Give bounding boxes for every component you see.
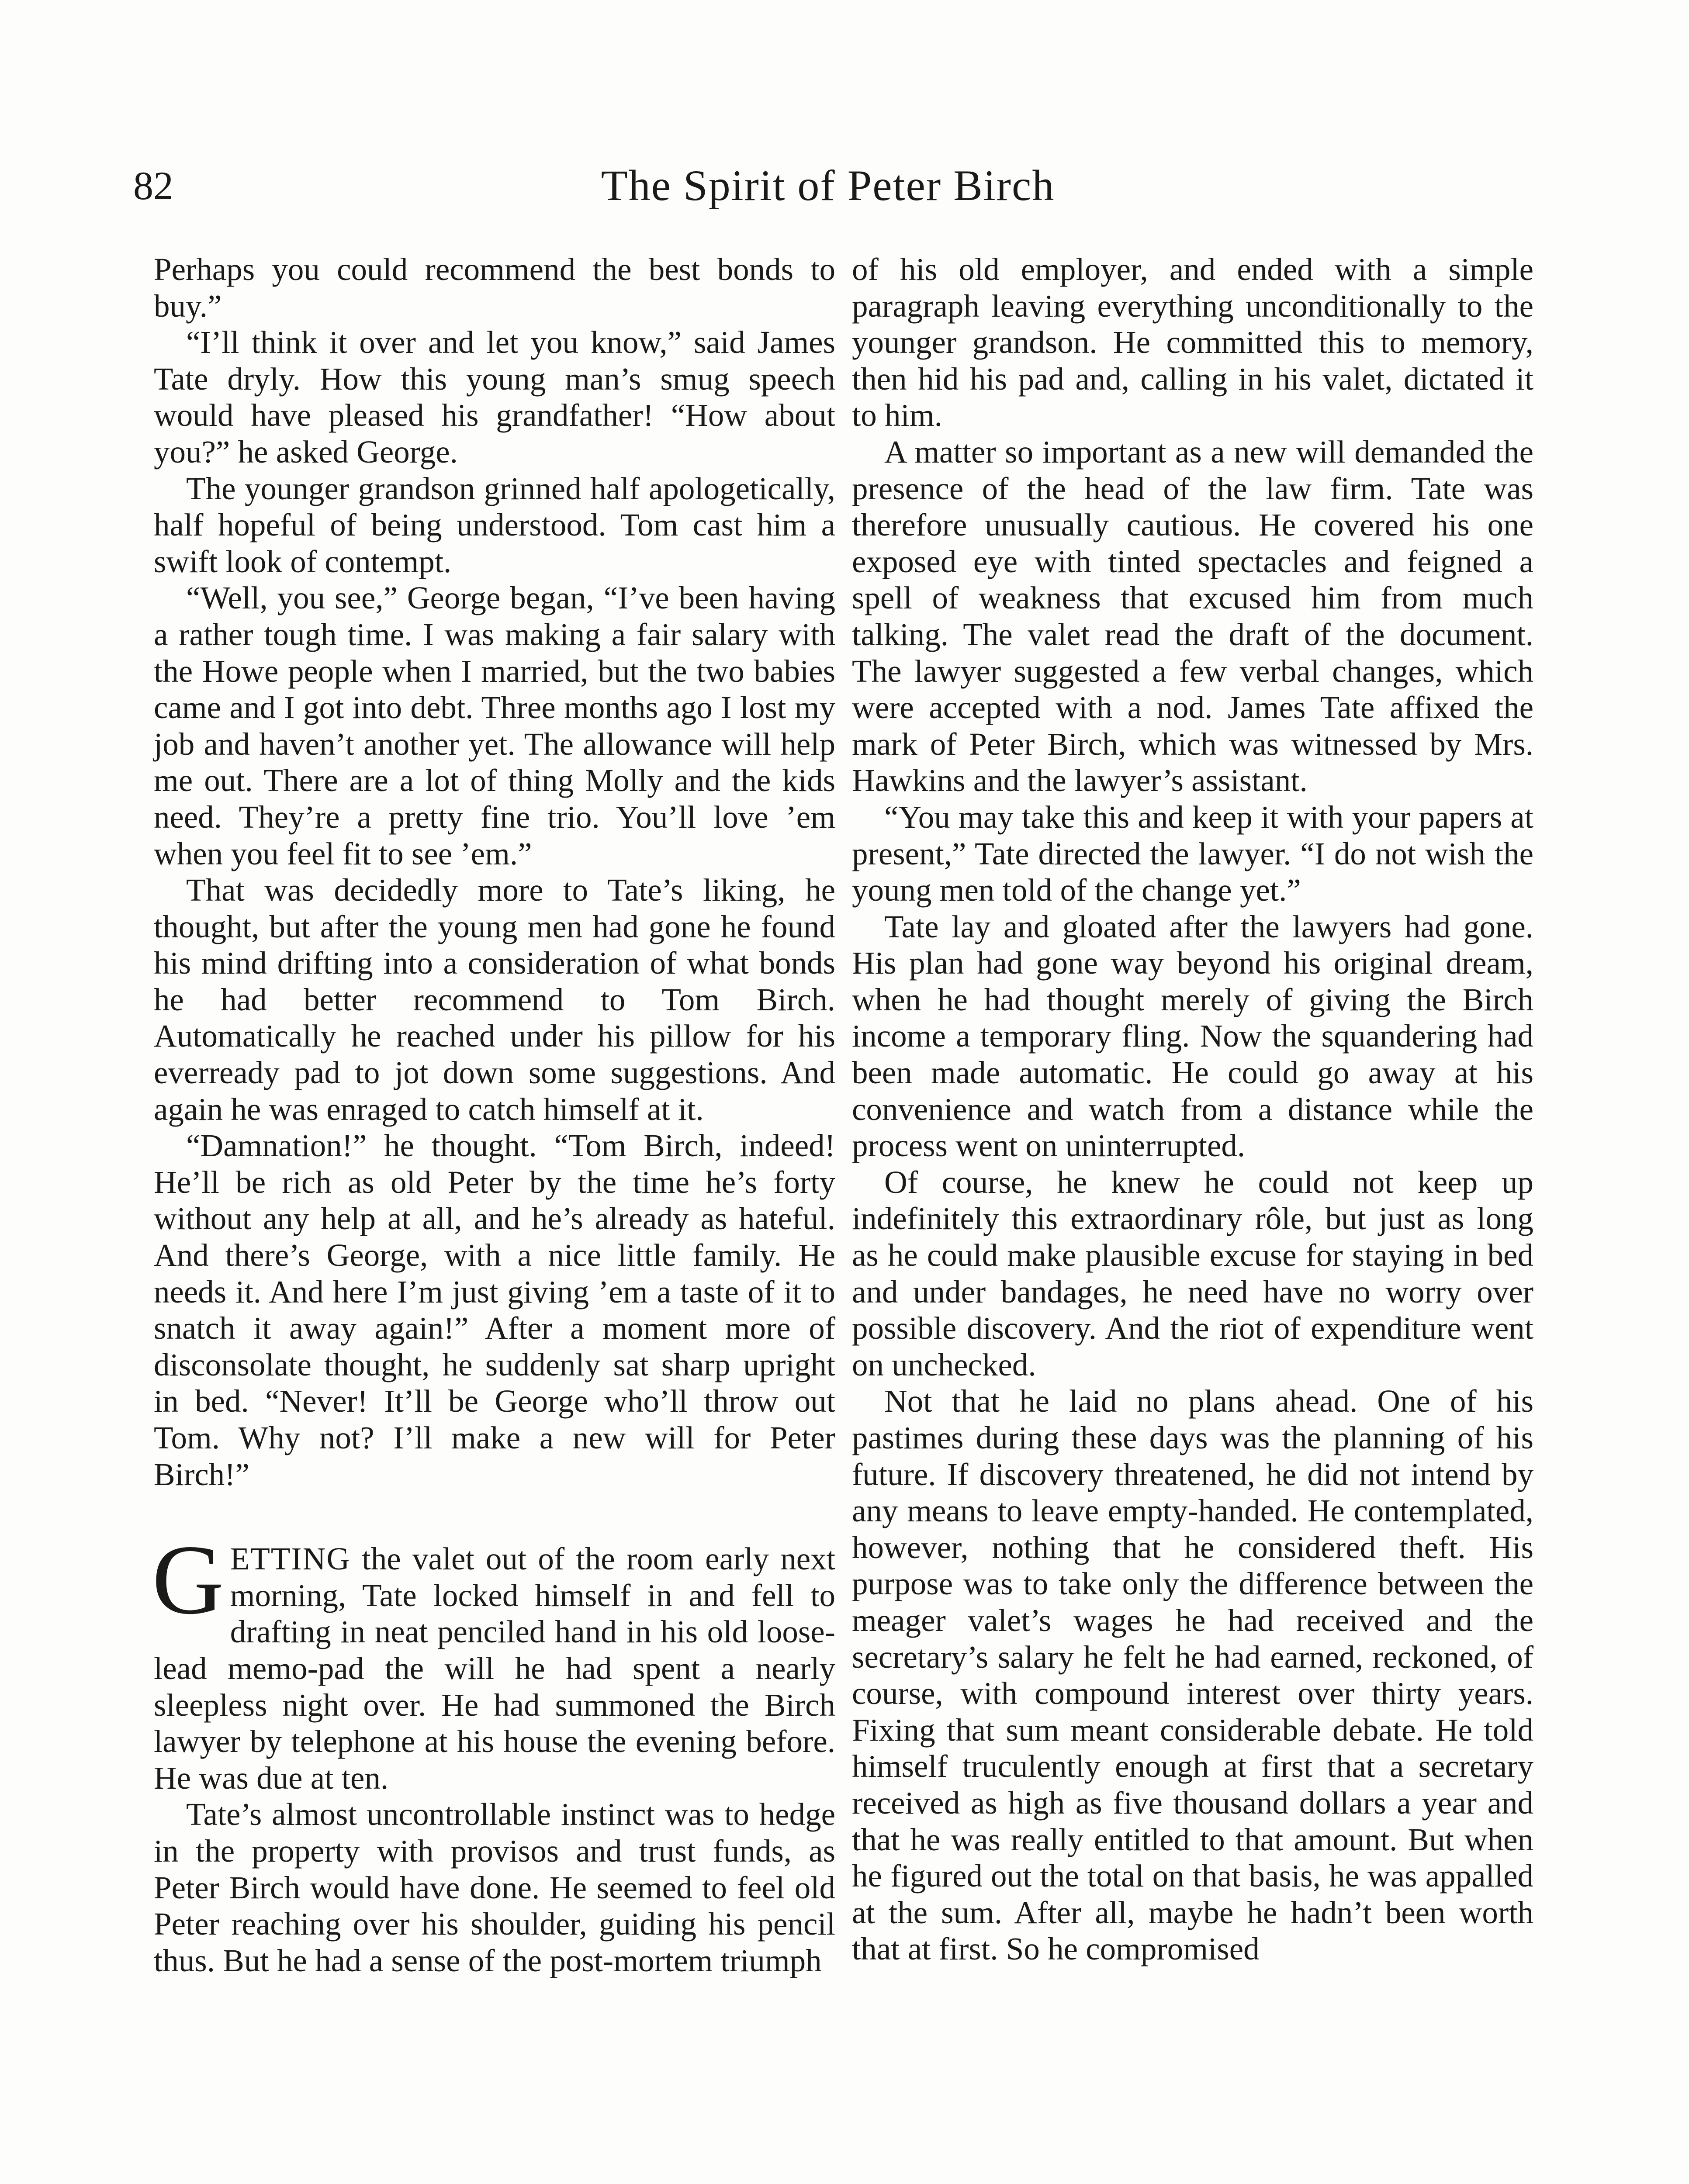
left-column <box>154 251 835 1979</box>
paragraph: Not that he laid no plans ahead. One of his pastimes during these days was the planning of his future. If discovery threatened, he did not intend by any means to leave empty-handed. He contemplated, however, nothing that he considered theft. His purpose was to take only the difference between the meager valet’s wages he had received and the secretary’s salary he felt he had earned, reckoned, of course, with compound interest over thirty years. Fixing that sum meant considerable debate. He told himself truculently enough at first that a secretary received as high as five thousand dollars a year and that he was really entitled to that amount. But when he figured out the total on that basis, he was appalled at the sum. After all, maybe he hadn’t been worth that at first. So he compromised <box>852 1383 1533 1967</box>
paragraph: Of course, he knew he could not keep up indefinitely this extraordinary rôle, but just as long as he could make plausible excuse for staying in bed and under bandages, he need have no worry over possible discovery. And the riot of expenditure went on unchecked. <box>852 1164 1533 1382</box>
small-caps-lead: ETTING <box>230 1541 351 1577</box>
section-opening-paragraph <box>152 1525 835 1796</box>
paragraph: “Damnation!” he thought. “Tom Birch, indeed! He’ll be rich as old Peter by the time he’s forty without any help at all, and he’s already as hateful. And there’s George, with a nice little family. He needs it. And here I’m just giving ’em a taste of it to snatch it away again!” After a moment more of disconsolate thought, he suddenly sat sharp upright in bed. “Never! It’ll be George who’ll throw out Tom. Why not? I’ll make a new will for Peter Birch!” <box>154 1128 835 1492</box>
paragraph: The younger grandson grinned half apologetically, half hopeful of being understood. Tom cast him a swift look of contempt. <box>154 470 835 579</box>
paragraph-text: the valet out of the room early next morning, Tate locked himself in and fell to drafting in neat penciled hand in his old loose-lead memo-pad the will he had spent a nearly sleepless night over. He had summoned the Birch lawyer by telephone at his house the evening before. He was due at ten. <box>154 1541 835 1796</box>
drop-cap: G <box>152 1525 224 1635</box>
paragraph: “You may take this and keep it with your papers at present,” Tate directed the lawyer. “I do not wish the young men told of the change yet.” <box>852 799 1533 908</box>
right-column <box>852 251 1533 1967</box>
paragraph: A matter so important as a new will demanded the presence of the head of the law firm. Tate was therefore unusually cautious. He covered his one exposed eye with tinted spectacles and feigned a spell of weakness that excused him from much talking. The valet read the draft of the document. The lawyer suggested a few verbal changes, which were accepted with a nod. James Tate affixed the mark of Peter Birch, which was witnessed by Mrs. Hawkins and the lawyer’s assistant. <box>852 434 1533 798</box>
paragraph: Tate’s almost uncontrollable instinct was to hedge in the property with provisos and trust funds, as Peter Birch would have done. He seemed to feel old Peter reaching over his shoulder, guiding his pencil thus. But he had a sense of the post-mortem triumph <box>154 1797 835 1978</box>
running-title: The Spirit of Peter Birch <box>601 161 1055 210</box>
page-number: 82 <box>133 163 173 208</box>
paragraph: That was decidedly more to Tate’s liking, he thought, but after the young men had gone he found his mind drifting into a consideration of what bonds he had better recommend to Tom Birch. Automatically he reached under his pillow for his everready pad to jot down some suggestions. And again he was enraged to catch himself at it. <box>154 872 835 1127</box>
page-header <box>133 162 1523 218</box>
paragraph: “I’ll think it over and let you know,” said James Tate dryly. How this young man’s smug speech would have pleased his grandfather! “How about you?” he asked George. <box>154 325 835 470</box>
paragraph: Perhaps you could recommend the best bonds to buy.” <box>154 252 835 324</box>
paragraph: “Well, you see,” George began, “I’ve been having a rather tough time. I was making a fair salary with the Howe people when I married, but the two babies came and I got into debt. Three months ago I lost my job and haven’t another yet. The allowance will help me out. There are a lot of thing Molly and the kids need. They’re a pretty fine trio. You’ll love ’em when you feel fit to see ’em.” <box>154 580 835 871</box>
paragraph: of his old employer, and ended with a simple paragraph leaving everything unconditionally to the younger grandson. He committed this to memory, then hid his pad and, calling in his valet, dictated it to him. <box>852 252 1533 433</box>
paragraph: Tate lay and gloated after the lawyers had gone. His plan had gone way beyond his original dream, when he had thought merely of giving the Birch income a temporary fling. Now the squandering had been made automatic. He could go away at his convenience and watch from a distance while the process went on uninterrupted. <box>852 909 1533 1164</box>
